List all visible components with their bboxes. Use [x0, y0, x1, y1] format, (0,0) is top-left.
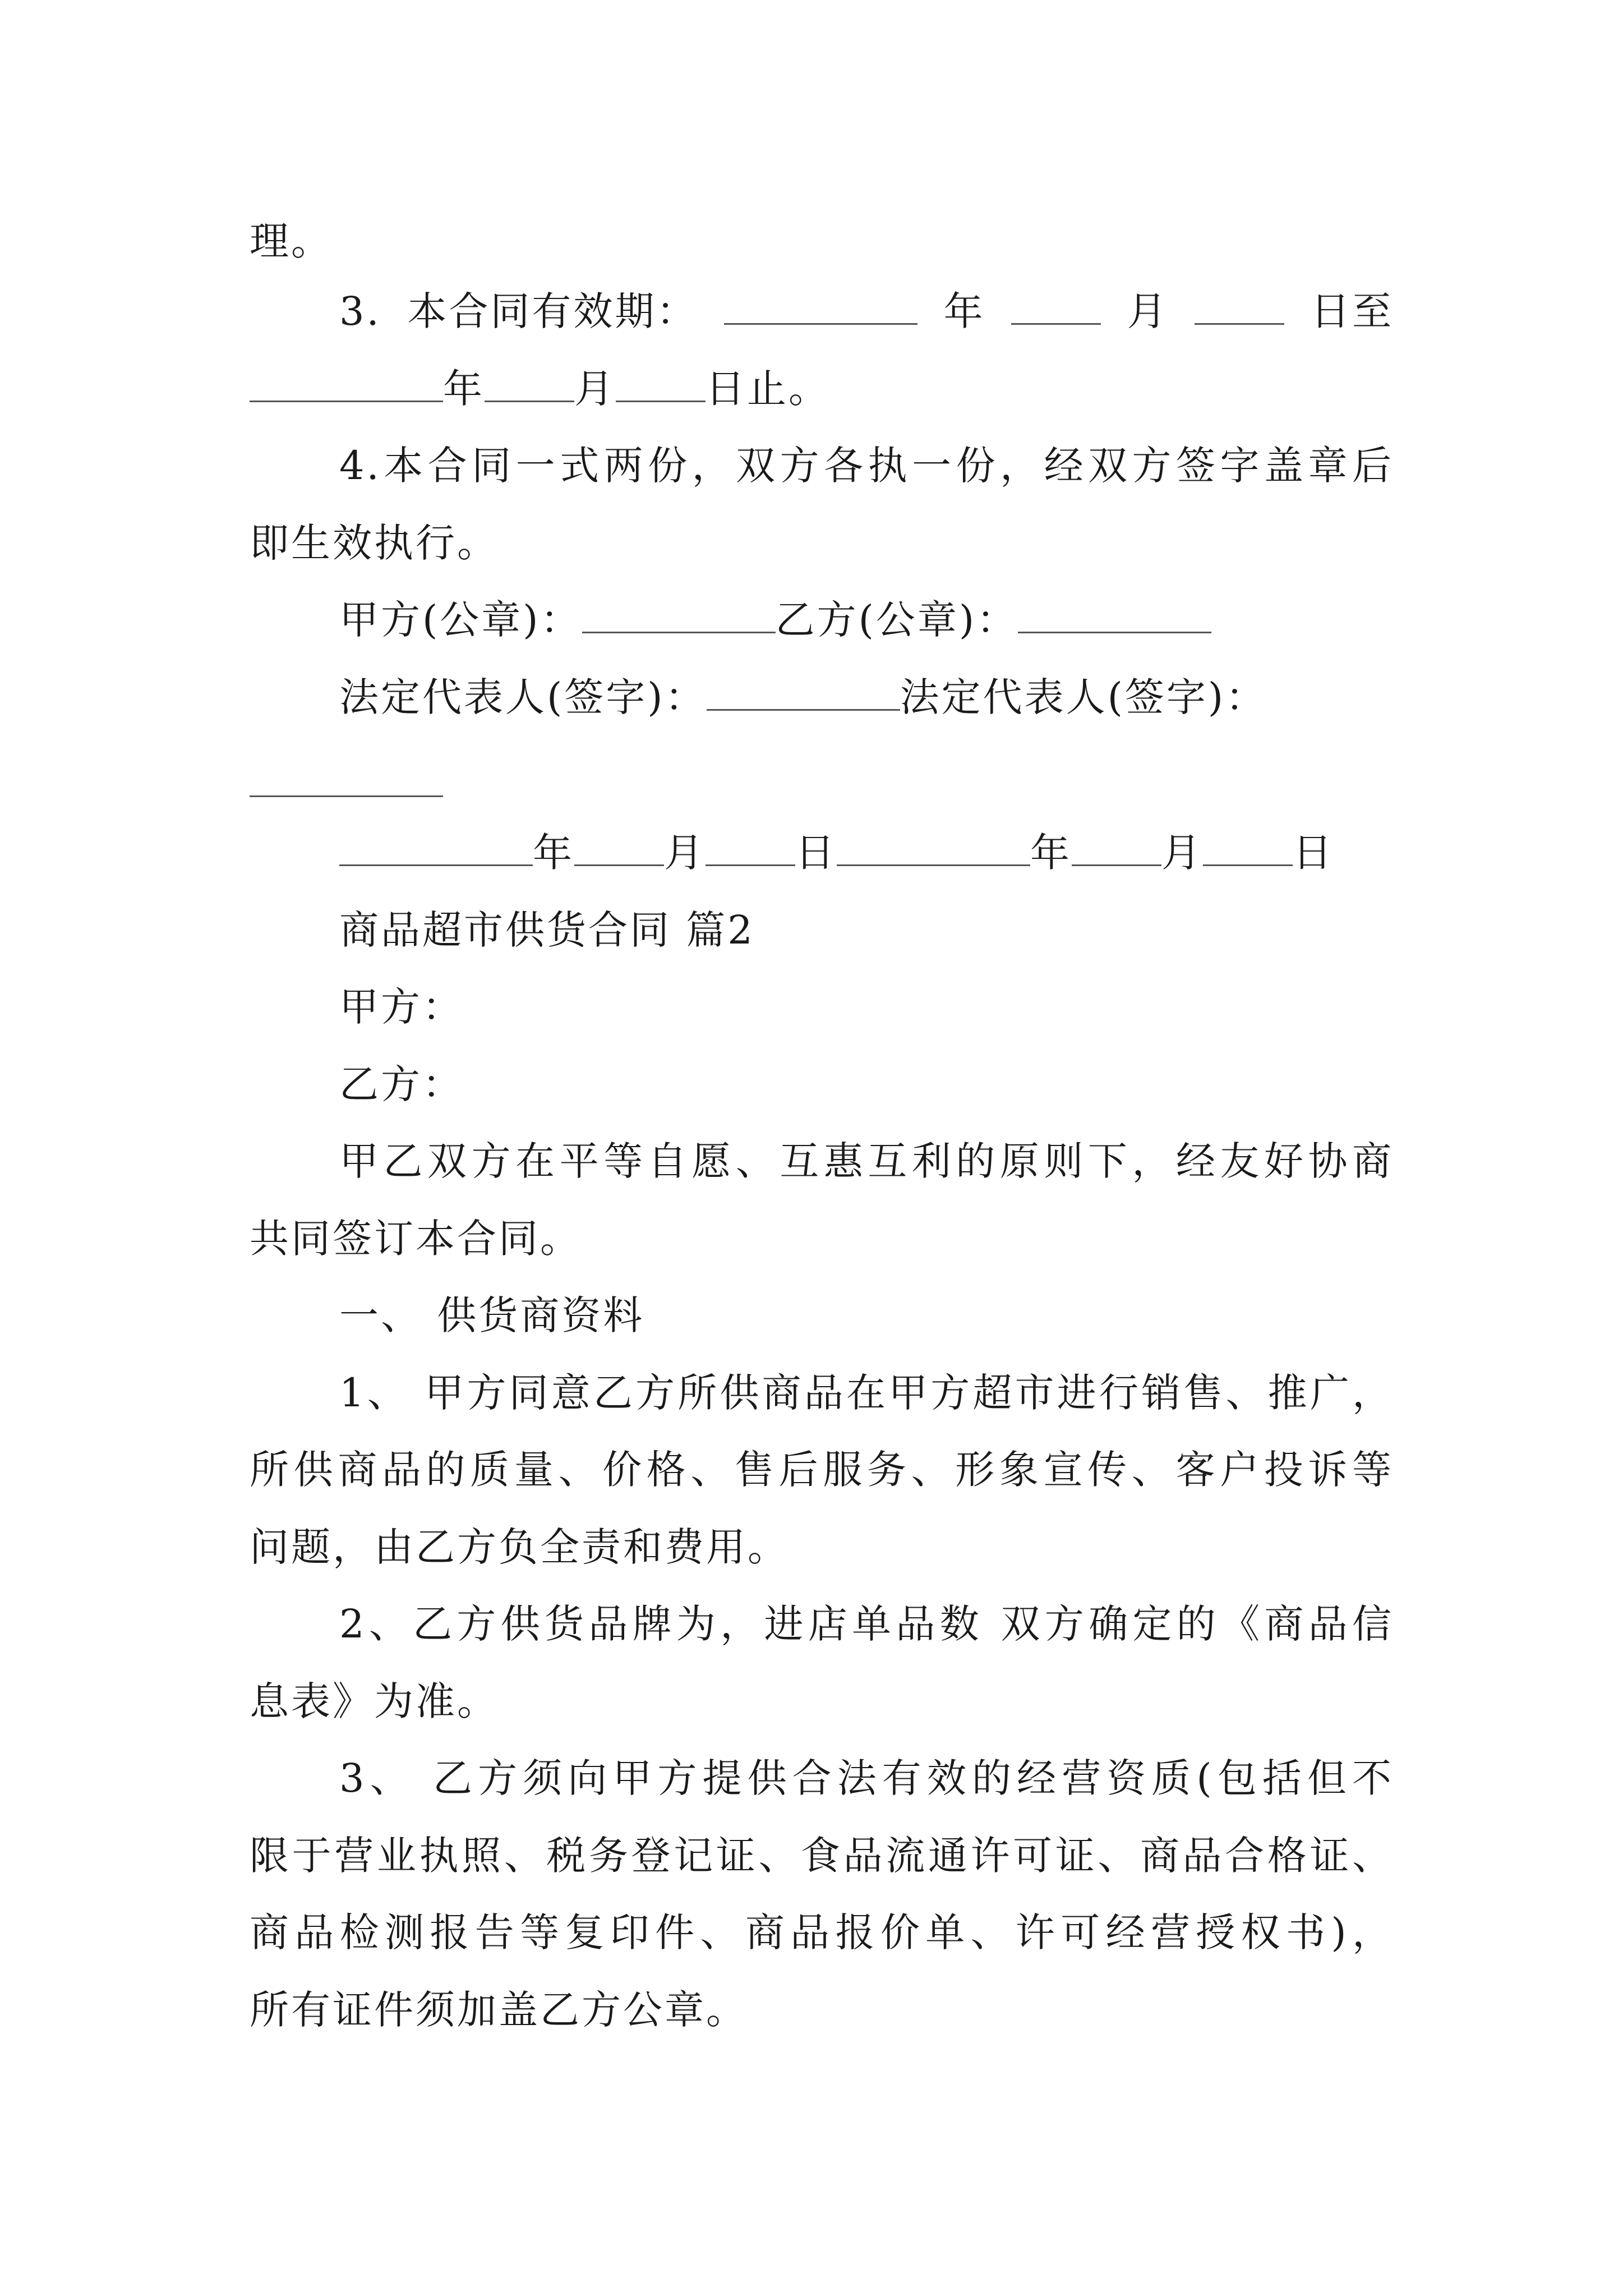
party-b-seal-blank[interactable]: [1018, 592, 1211, 633]
party-a-rep-label: 法定代表人(签字)：: [339, 674, 707, 720]
blank-year[interactable]: [339, 825, 533, 866]
text: 月: [1161, 830, 1203, 876]
text: 共同签订本合同。: [250, 1216, 582, 1262]
party-b-rep-label: 法定代表人(签字)：: [900, 674, 1267, 720]
paragraph-line: [339, 1750, 1394, 1806]
paragraph-line: [250, 515, 499, 571]
text: 年: [443, 366, 485, 412]
text: 即生效执行。: [250, 520, 499, 566]
text: 限于营业执照、税务登记证、食品流通许可证、商品合格证、: [250, 1833, 1394, 1879]
legal-rep-line: [339, 669, 1267, 725]
text: 本合同有效期：: [407, 288, 698, 334]
party-b-line: [339, 1056, 464, 1112]
text: 年: [533, 830, 574, 876]
blank-day[interactable]: [706, 825, 795, 866]
text: 2、乙方供货品牌为，进店单品数 双方确定的《商品信: [339, 1601, 1394, 1647]
date-line: [339, 825, 1334, 881]
text: 日: [1293, 830, 1334, 876]
paragraph-line: [339, 1133, 1394, 1189]
text: 月: [574, 366, 616, 412]
blank-year[interactable]: [724, 284, 917, 325]
text: 3、 乙方须向甲方提供合法有效的经营资质(包括但不: [339, 1755, 1394, 1801]
text: 理。: [250, 218, 333, 264]
text: 1、 甲方同意乙方所供商品在甲方超市进行销售、推广，: [339, 1370, 1394, 1416]
text: 年: [943, 288, 985, 334]
paragraph-line: [250, 1211, 582, 1267]
section-title: [339, 902, 755, 958]
paragraph-line: [339, 1596, 1394, 1652]
signature-seal-line: [339, 592, 1211, 648]
blank-month[interactable]: [485, 361, 574, 402]
paragraph-line: [250, 1904, 1394, 1961]
paragraph-line: [339, 1365, 1394, 1421]
text: 问题，由乙方负全责和费用。: [250, 1524, 789, 1570]
blank-month[interactable]: [1072, 825, 1161, 866]
text: 一、 供货商资料: [339, 1292, 645, 1338]
validity-end-line: [250, 361, 830, 417]
party-a-line: [339, 979, 464, 1035]
text: 甲乙双方在平等自愿、互惠互利的原则下，经友好协商: [339, 1138, 1394, 1184]
party-a-seal-blank[interactable]: [582, 592, 776, 633]
text: 月: [1127, 288, 1169, 334]
paragraph-line: [250, 1982, 748, 2038]
validity-period-line: [339, 283, 1394, 339]
text: 所供商品的质量、价格、售后服务、形象宣传、客户投诉等: [250, 1447, 1394, 1493]
text: 日: [795, 830, 837, 876]
blank-day[interactable]: [616, 361, 706, 402]
paragraph-line: [339, 438, 1394, 494]
blank-year[interactable]: [837, 825, 1030, 866]
text: 甲方：: [339, 984, 464, 1030]
party-a-seal-label: 甲方(公章)：: [339, 597, 582, 643]
blank-month[interactable]: [1011, 284, 1101, 325]
paragraph-line: [250, 1828, 1394, 1884]
blank-day[interactable]: [1203, 825, 1293, 866]
text: 商品检测报告等复印件、商品报价单、许可经营授权书)，: [250, 1910, 1394, 1955]
text: 年: [1030, 830, 1072, 876]
blank-day[interactable]: [1195, 284, 1284, 325]
section-heading: [339, 1287, 644, 1343]
party-a-rep-blank[interactable]: [707, 670, 900, 711]
text: 乙方：: [339, 1061, 464, 1107]
text: 息表》为准。: [250, 1678, 499, 1724]
paragraph-line: [250, 213, 333, 269]
clause-number: 3.: [339, 288, 381, 334]
blank-year[interactable]: [250, 361, 443, 402]
text: 商品超市供货合同 篇2: [339, 907, 755, 953]
blank-month[interactable]: [574, 825, 664, 866]
paragraph-line: [250, 1519, 789, 1575]
party-b-seal-label: 乙方(公章)：: [775, 597, 1018, 643]
text: 月: [664, 830, 706, 876]
party-b-rep-blank[interactable]: [250, 795, 443, 797]
text: 日止。: [706, 366, 830, 412]
text: 日至: [1310, 288, 1394, 334]
text: 所有证件须加盖乙方公章。: [250, 1987, 748, 2033]
paragraph-line: [250, 1442, 1394, 1498]
paragraph-line: [250, 1673, 499, 1729]
text: 4.本合同一式两份，双方各执一份，经双方签字盖章后: [339, 443, 1394, 489]
